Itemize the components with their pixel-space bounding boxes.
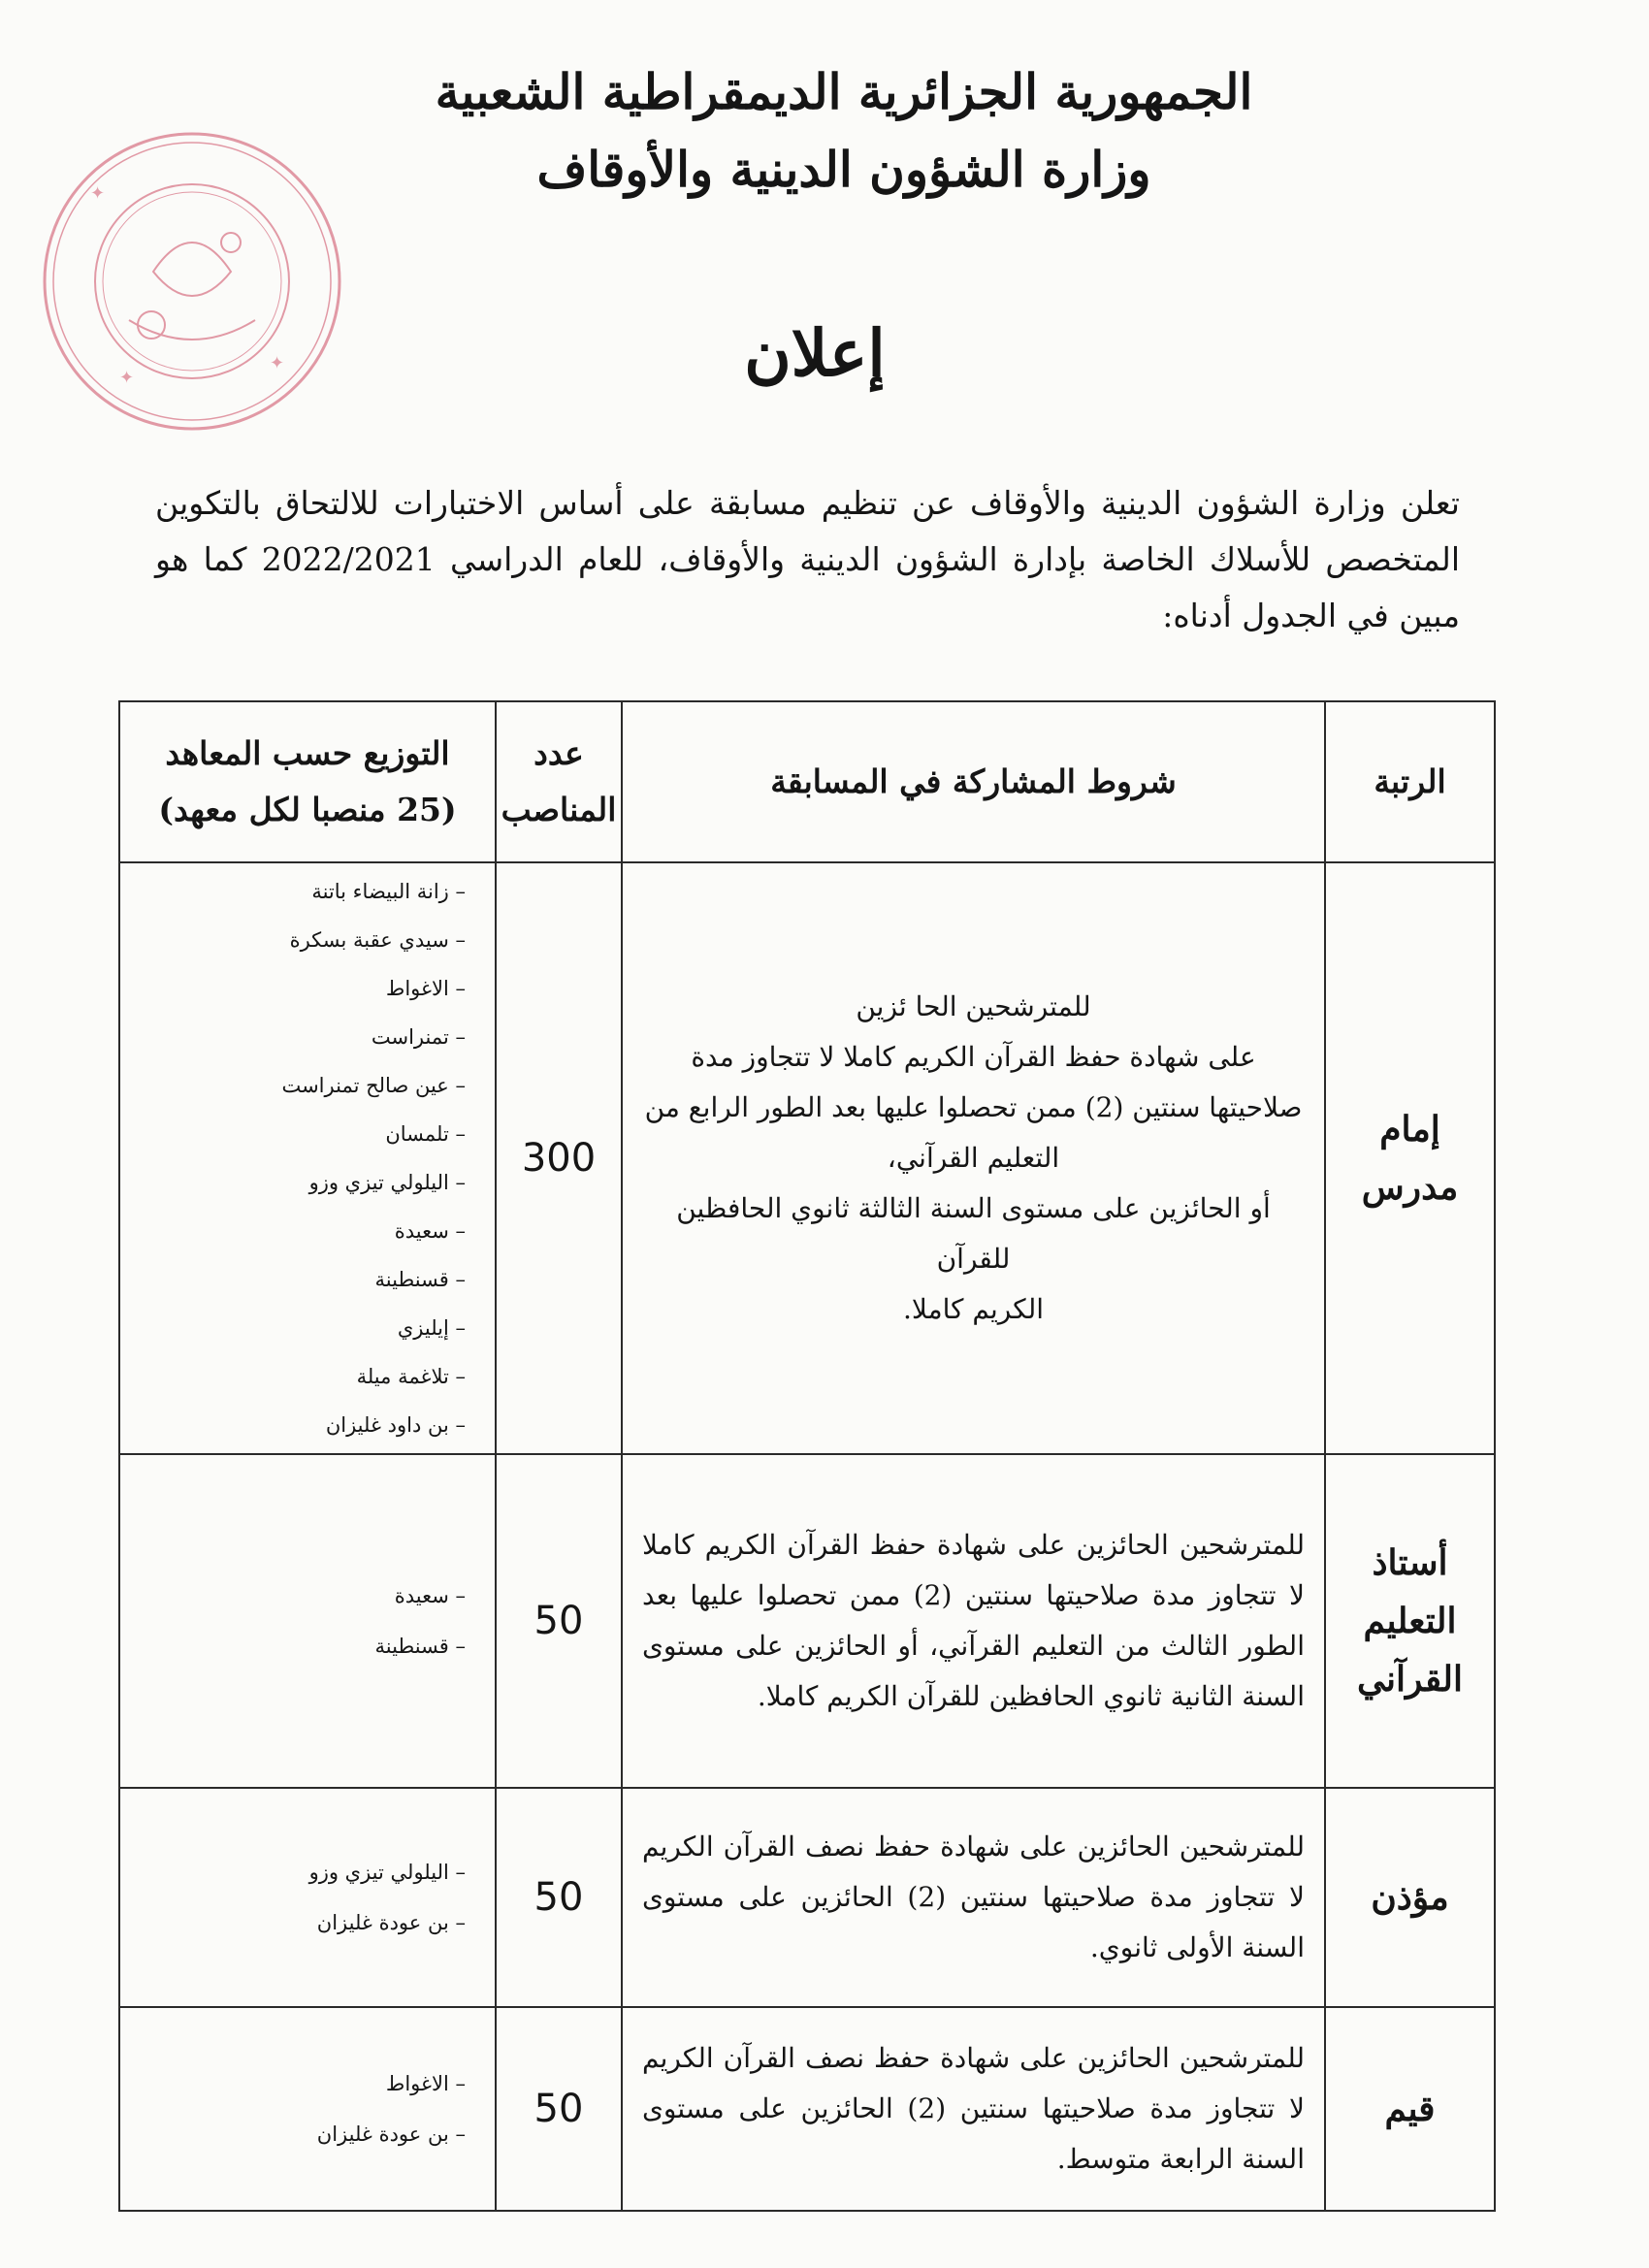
count-cell: 50 — [496, 1454, 622, 1788]
institutes-cell — [119, 1788, 496, 2007]
institute-item: – اليلولي تيزي وزو — [308, 1861, 466, 1884]
ministry-name: وزارة الشؤون الدينية والأوقاف — [536, 141, 1151, 198]
announcement-title: إعلان — [744, 315, 886, 391]
conditions-cell — [622, 862, 1325, 1454]
count-cell: 300 — [496, 862, 622, 1454]
rank-cell: إمام مدرس — [1325, 862, 1495, 1454]
institute-item: – سعيدة — [394, 1219, 466, 1243]
table-row — [119, 862, 1495, 1454]
rank-line: القرآني — [1356, 1659, 1464, 1700]
institute-item: – إيليزي — [397, 1316, 466, 1340]
header-count-line1: عدد — [534, 734, 584, 772]
header-distribution — [119, 701, 496, 862]
condition-line: للمترشحين الحا ئزين — [856, 990, 1091, 1022]
institute-item: – الاغواط — [385, 2072, 466, 2095]
condition-line: أو الحائزين على مستوى السنة الثالثة ثانوي الحافظين للقرآن — [676, 1192, 1271, 1275]
institute-item: – تلاغمة ميلة — [356, 1365, 466, 1388]
institute-item: – زانة البيضاء باتنة — [311, 880, 466, 903]
svg-text:✦: ✦ — [90, 183, 106, 204]
condition-line: على شهادة حفظ القرآن الكريم كاملا لا تتجاوز مدة — [691, 1041, 1256, 1073]
conditions-cell: للمترشحين الحائزين على شهادة حفظ القرآن الكريم كاملا لا تتجاوز مدة صلاحيتها سنتين (2) ممن تحصلوا عليها بعد الطور الثالث من التعليم القرآني، أو الحائزين على مستوى السنة الثانية ثانوي الحافظين للقرآن الكريم كاملا. — [622, 1454, 1325, 1788]
positions-table — [118, 700, 1496, 2212]
header-count — [496, 701, 622, 862]
institutes-cell — [119, 2007, 496, 2211]
institute-item: – سعيدة — [394, 1584, 466, 1607]
institute-item: – عين صالح تمنراست — [281, 1074, 466, 1097]
table-row — [119, 1454, 1495, 1788]
institute-item: – اليلولي تيزي وزو — [308, 1171, 466, 1194]
count-cell: 50 — [496, 2007, 622, 2211]
institute-item: – بن عودة غليزان — [316, 2122, 466, 2146]
count-cell: 50 — [496, 1788, 622, 2007]
header-rank: الرتبة — [1325, 701, 1495, 862]
condition-line: التعليم القرآني، — [887, 1142, 1060, 1174]
header-count-line2: المناصب — [501, 791, 617, 828]
rank-cell: قيم — [1325, 2007, 1495, 2211]
official-seal-stamp — [37, 126, 347, 437]
institute-item: – بن عودة غليزان — [316, 1911, 466, 1934]
conditions-cell: للمترشحين الحائزين على شهادة حفظ نصف القرآن الكريم لا تتجاوز مدة صلاحيتها سنتين (2) الحائزين على مستوى السنة الأولى ثانوي. — [622, 1788, 1325, 2007]
table-row — [119, 1788, 1495, 2007]
condition-line: صلاحيتها سنتين (2) ممن تحصلوا عليها بعد الطور الرابع من — [644, 1091, 1303, 1123]
table-row — [119, 2007, 1495, 2211]
header-conditions: شروط المشاركة في المسابقة — [622, 701, 1325, 862]
intro-paragraph: تعلن وزارة الشؤون الدينية والأوقاف عن تنظيم مسابقة على أساس الاختبارات للالتحاق بالتكوين المتخصص للأسلاك الخاصة بإدارة الشؤون الدينية والأوقاف، للعام الدراسي 2022/2021 كما هو مبين في الجدول أدناه: — [155, 484, 1460, 634]
condition-line: الكريم كاملا. — [902, 1293, 1045, 1325]
rank-line: أستاذ — [1372, 1542, 1448, 1583]
svg-text:✦: ✦ — [119, 368, 135, 388]
institute-item: – تلمسان — [385, 1122, 466, 1146]
institute-item: – الاغواط — [385, 977, 466, 1000]
document-header — [369, 53, 1319, 209]
institute-item: – تمنراست — [371, 1025, 466, 1049]
institute-item: – بن داود غليزان — [325, 1413, 466, 1437]
rank-cell: مؤذن — [1325, 1788, 1495, 2007]
rank-cell — [1325, 1454, 1495, 1788]
header-distribution-line2: (25 منصبا لكل معهد) — [158, 791, 457, 828]
institute-item: – سيدي عقبة بسكرة — [289, 928, 466, 952]
institute-item: – قسنطينة — [374, 1268, 466, 1291]
rank-line: التعليم — [1363, 1601, 1457, 1641]
header-distribution-line1: التوزيع حسب المعاهد — [165, 734, 450, 772]
table-header-row — [119, 701, 1495, 862]
institutes-cell — [119, 862, 496, 1454]
conditions-cell: للمترشحين الحائزين على شهادة حفظ نصف القرآن الكريم لا تتجاوز مدة صلاحيتها سنتين (2) الحائزين على مستوى السنة الرابعة متوسط. — [622, 2007, 1325, 2211]
svg-text:✦: ✦ — [270, 353, 285, 373]
republic-name: الجمهورية الجزائرية الديمقراطية الشعبية — [435, 63, 1253, 120]
institute-item: – قسنطينة — [374, 1635, 466, 1658]
institutes-cell — [119, 1454, 496, 1788]
